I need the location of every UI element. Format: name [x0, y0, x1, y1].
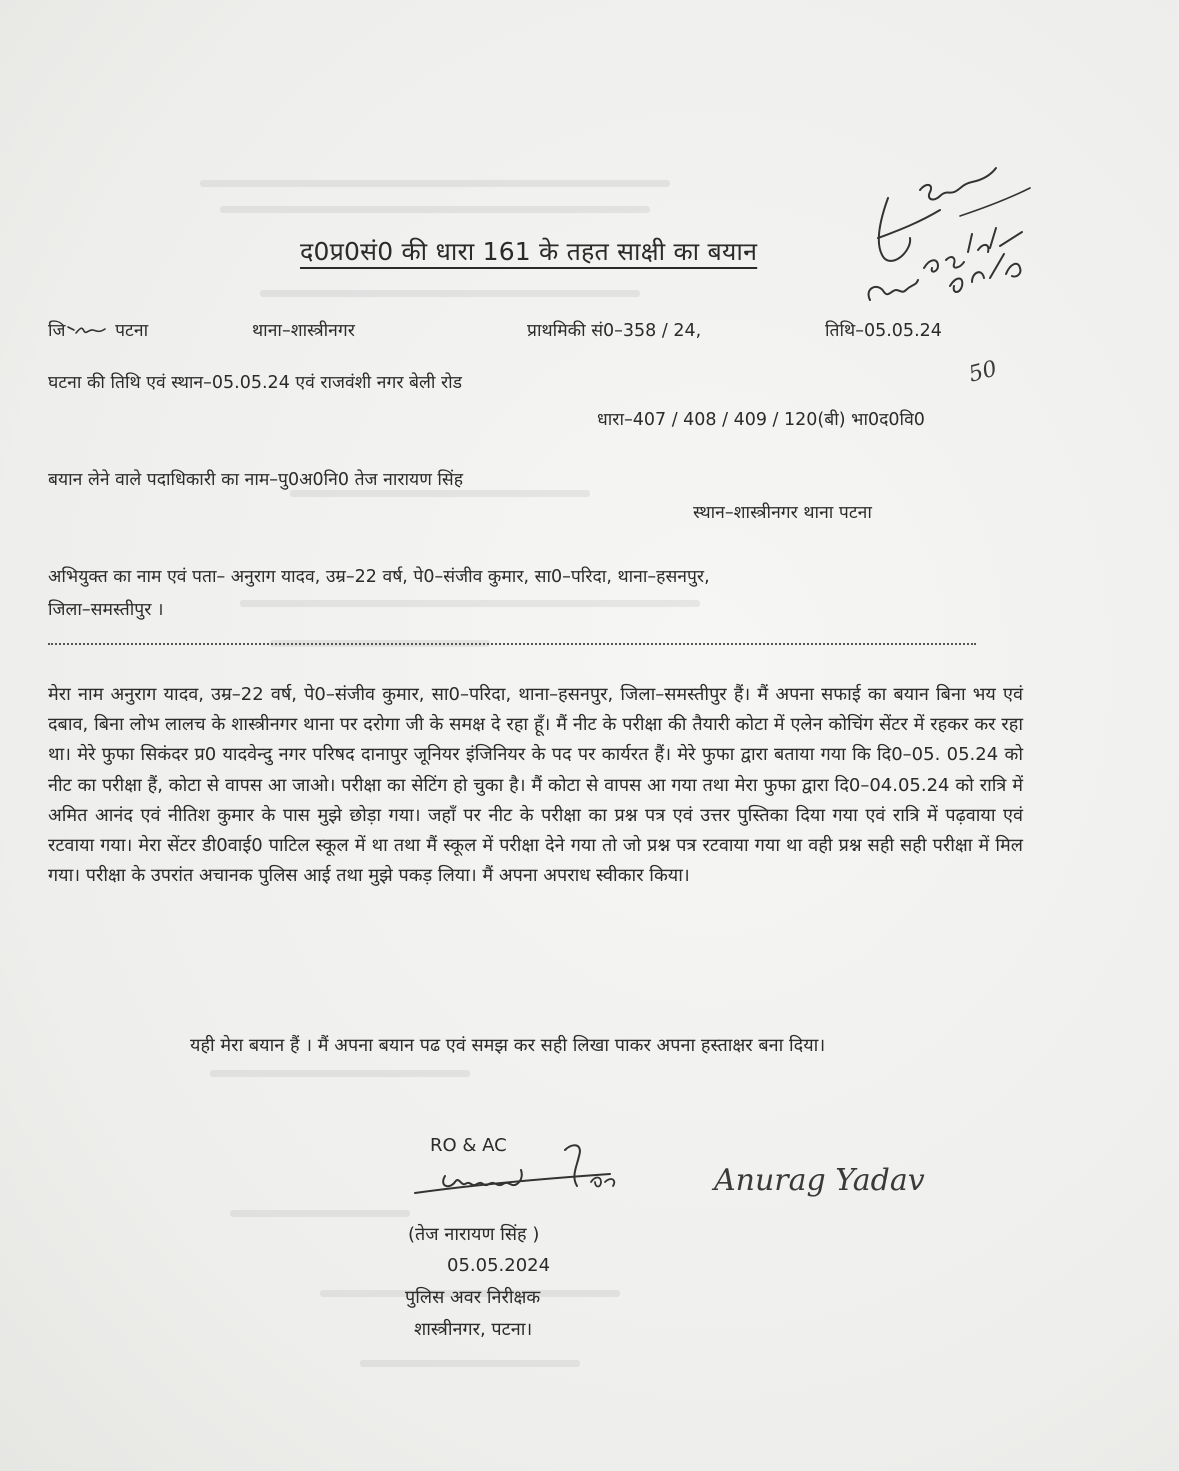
- document-title: द0प्र0सं0 की धारा 161 के तहत साक्षी का बयान: [300, 237, 758, 266]
- district-field: [48, 318, 148, 342]
- closing-paragraph: यही मेरा बयान हैं । मैं अपना बयान पढ एवं समझ कर सही लिखा पाकर अपना हस्ताक्षर बना दिया।: [190, 1035, 826, 1056]
- district-scribble: [66, 319, 110, 339]
- received-remark-scribble: [850, 150, 1040, 310]
- accused-details-line2: जिला–समस्तीपुर ।: [48, 600, 164, 620]
- incident-date-place: घटना की तिथि एवं स्थान–05.05.24 एवं राजवंशी नगर बेली रोड: [48, 373, 463, 393]
- district-label: जि: [48, 321, 66, 341]
- officer-name: (तेज नारायण सिंह ): [408, 1224, 540, 1245]
- signature-date: 05.05.2024: [447, 1255, 551, 1276]
- dotted-separator: [48, 643, 976, 645]
- district-value: पटना: [115, 321, 149, 341]
- accused-signature-text: Anurag Yadav: [714, 1163, 925, 1198]
- officer-designation: पुलिस अवर निरीक्षक: [405, 1287, 541, 1308]
- officer-location: शास्त्रीनगर, पटना।: [414, 1319, 533, 1340]
- accused-details-line1: अभियुक्त का नाम एवं पता– अनुराग यादव, उम्र–22 वर्ष, पे0–संजीव कुमार, सा0–परिदा, थाना–हसनपुर,: [48, 567, 710, 587]
- fir-number: प्राथमिकी सं0–358 / 24,: [527, 321, 702, 341]
- ro-ac-label: RO & AC: [430, 1135, 507, 1156]
- statement-paragraph: मेरा नाम अनुराग यादव, उम्र–22 वर्ष, पे0–संजीव कुमार, सा0–परिदा, थाना–हसनपुर, जिला–समस्तीपुर हैं। मैं अपना सफाई का बयान बिना भय एवं दबाव, बिना लोभ लालच के शास्त्रीनगर थाना पर दरोगा जी के समक्ष दे रहा हूँ। मैं नीट के परीक्षा की तैयारी कोटा में एलेन कोचिंग सेंटर में रहकर कर रहा था। मेरे फुफा सिकंदर प्र0 यादवेन्दु नगर परिषद दानापुर जूनियर इंजिनियर के पद पर कार्यरत हैं। मेरे फुफा द्वारा बताया गया कि दि0–05. 05.24 को नीट का परीक्षा हैं, कोटा से वापस आ जाओ। परीक्षा का सेटिंग हो चुका है। मैं कोटा से वापस आ गया तथा मेरा फुफा द्वारा दि0–04.05.24 को रात्रि में अमित आनंद एवं नीतिश कुमार के पास मुझे छोड़ा गया। जहाँ पर नीट के परीक्षा का प्रश्न पत्र एवं उत्तर पुस्तिका दिया गया एवं रात्रि में पढ़वाया एवं रटवाया गया। मेरा सेंटर डी0वाई0 पाटिल स्कूल में था तथा मैं स्कूल में परीक्षा देने गया तो जो प्रश्न पत्र रटवाया गया था वही प्रश्न सही सही परीक्षा में मिल गया। परीक्षा के उपरांत अचानक पुलिस आई तथा मुझे पकड़ लिया। मैं अपना अपराध स्वीकार किया।: [48, 684, 1023, 887]
- recording-officer: बयान लेने वाले पदाधिकारी का नाम–पु0अ0नि0 तेज नारायण सिंह: [48, 470, 464, 490]
- margin-number: [965, 352, 1015, 388]
- margin-number-text: 50: [966, 356, 1000, 388]
- accused-signature: [710, 1150, 970, 1210]
- thana-field: थाना–शास्त्रीनगर: [252, 321, 355, 341]
- fir-date: तिथि–05.05.24: [825, 321, 942, 341]
- legal-sections: धारा–407 / 408 / 409 / 120(बी) भा0द0वि0: [597, 410, 925, 430]
- recording-place: स्थान–शास्त्रीनगर थाना पटना: [693, 503, 872, 523]
- officer-signature: [405, 1138, 625, 1208]
